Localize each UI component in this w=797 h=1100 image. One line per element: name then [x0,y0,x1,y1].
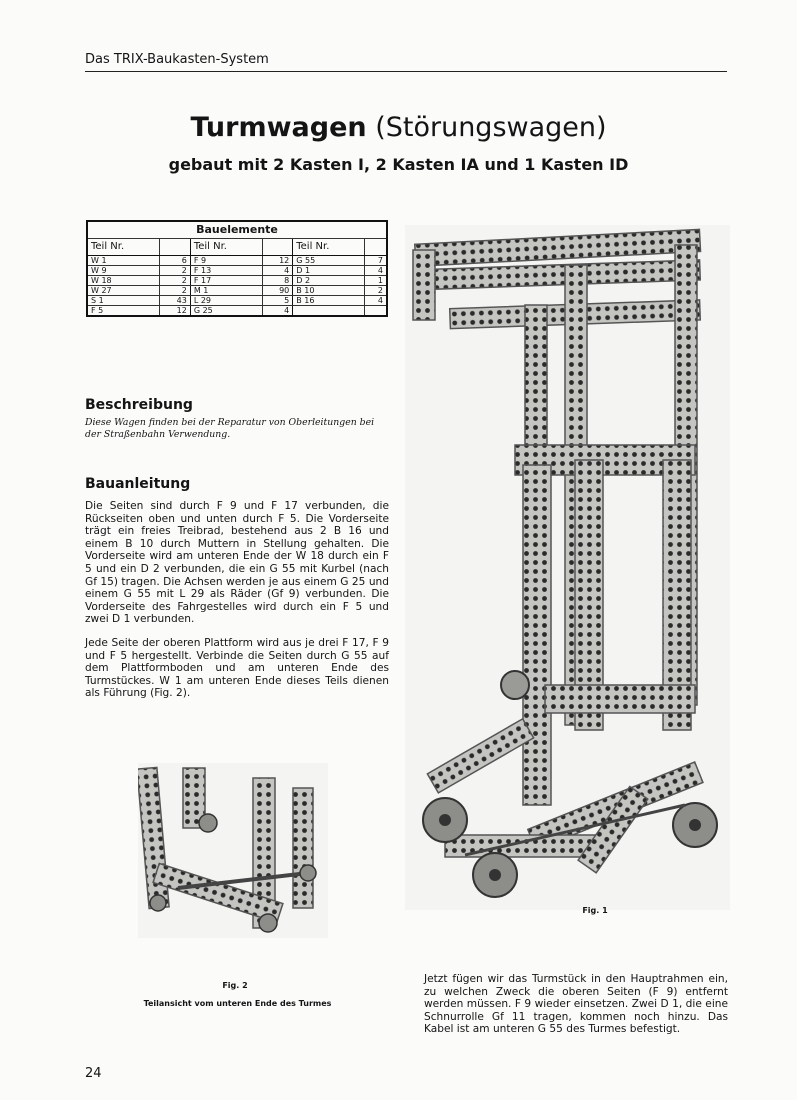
parts-table-caption: Bauelemente [87,221,387,239]
table-row [87,266,387,276]
part-id-cell: D 2 [293,276,365,286]
col-header: Teil Nr. [293,239,365,256]
part-id-cell: G 55 [293,256,365,266]
header-rule [85,71,727,72]
part-id-cell [293,306,365,317]
table-row [87,256,387,266]
instruction-paragraph: Jetzt fügen wir das Turmstück in den Hauptrahmen ein, zu welchen Zweck die oberen Seiten (F 9) entfernt werden müssen. F 9 wieder einsetzen. Zwei D 1, die eine Schnurrolle Gf 11 tragen, kommen noch hinzu. Das Kabel ist am unteren G 55 des Turmes befestigt. [424,973,728,1036]
part-id-cell: F 17 [190,276,262,286]
part-qty-cell: 1 [364,276,387,286]
part-id-cell: M 1 [190,286,262,296]
part-qty-cell: 90 [262,286,293,296]
part-qty-cell: 2 [160,286,191,296]
parts-table [86,220,388,317]
fig2-description: Teilansicht vom unteren Ende des Turmes [143,999,332,1008]
part-id-cell: W 27 [87,286,160,296]
page-title [0,112,797,143]
part-id-cell: S 1 [87,296,160,306]
part-id-cell: F 5 [87,306,160,317]
part-id-cell: B 10 [293,286,365,296]
fig2-caption: Fig. 2 [222,981,248,990]
part-id-cell: G 25 [190,306,262,317]
part-id-cell: W 9 [87,266,160,276]
instruction-paragraph: Jede Seite der oberen Plattform wird aus je drei F 17, F 9 und F 5 hergestellt. Verbinde die Seiten durch G 55 auf dem Plattformboden und am unteren Ende des Turmstückes. W 1 am unteren Ende dieses Teils dienen als Führung (Fig. 2). [85,637,389,700]
part-id-cell: B 16 [293,296,365,306]
beschreibung-text: Diese Wagen finden bei der Reparatur von Oberleitungen bei der Straßenbahn Verwendung. [85,417,375,440]
fig1-caption: Fig. 1 [582,906,608,915]
running-header: Das TRIX-Baukasten-System [85,52,269,67]
table-row [87,286,387,296]
part-id-cell: F 13 [190,266,262,276]
fig2-tower-base-photo [138,763,328,938]
part-id-cell: W 1 [87,256,160,266]
part-qty-cell: 4 [364,296,387,306]
fig1-tower-wagon-photo [405,225,730,910]
part-id-cell: D 1 [293,266,365,276]
title-parenthetical: (Störungswagen) [375,112,607,143]
section-heading-bauanleitung: Bauanleitung [85,476,191,492]
part-qty-cell: 6 [160,256,191,266]
part-id-cell: W 18 [87,276,160,286]
part-qty-cell: 2 [160,276,191,286]
part-qty-cell: 5 [262,296,293,306]
part-qty-cell [364,306,387,317]
table-row [87,276,387,286]
part-id-cell: L 29 [190,296,262,306]
part-id-cell: F 9 [190,256,262,266]
section-heading-beschreibung: Beschreibung [85,397,193,413]
page-number: 24 [85,1066,102,1081]
part-qty-cell: 7 [364,256,387,266]
part-qty-cell: 4 [262,266,293,276]
title-main: Turmwagen [190,112,367,143]
col-header: Teil Nr. [87,239,160,256]
table-row [87,306,387,317]
instruction-paragraph: Die Seiten sind durch F 9 und F 17 verbunden, die Rückseiten oben und unten durch F 5. Die Vorderseite trägt ein freies Treibrad, bestehend aus 2 B 16 und einem B 10 durch Muttern in Stellung gehalten. Die Vorderseite wird am unteren Ende der W 18 durch ein F 5 und ein D 2 verbunden, die ein G 55 mit Kurbel (nach Gf 15) tragen. Die Achsen werden je aus einem G 25 und einem G 55 mit L 29 als Räder (Gf 9) verbunden. Die Vorderseite des Fahrgestelles wird durch ein F 5 und zwei D 1 verbunden. [85,500,389,626]
part-qty-cell: 12 [262,256,293,266]
part-qty-cell: 43 [160,296,191,306]
part-qty-cell: 2 [364,286,387,296]
part-qty-cell: 12 [160,306,191,317]
col-header: Teil Nr. [190,239,262,256]
part-qty-cell: 4 [262,306,293,317]
table-row [87,296,387,306]
part-qty-cell: 8 [262,276,293,286]
page-subtitle: gebaut mit 2 Kasten I, 2 Kasten IA und 1 Kasten ID [168,155,629,174]
parts-table-body [87,256,387,317]
part-qty-cell: 4 [364,266,387,276]
part-qty-cell: 2 [160,266,191,276]
